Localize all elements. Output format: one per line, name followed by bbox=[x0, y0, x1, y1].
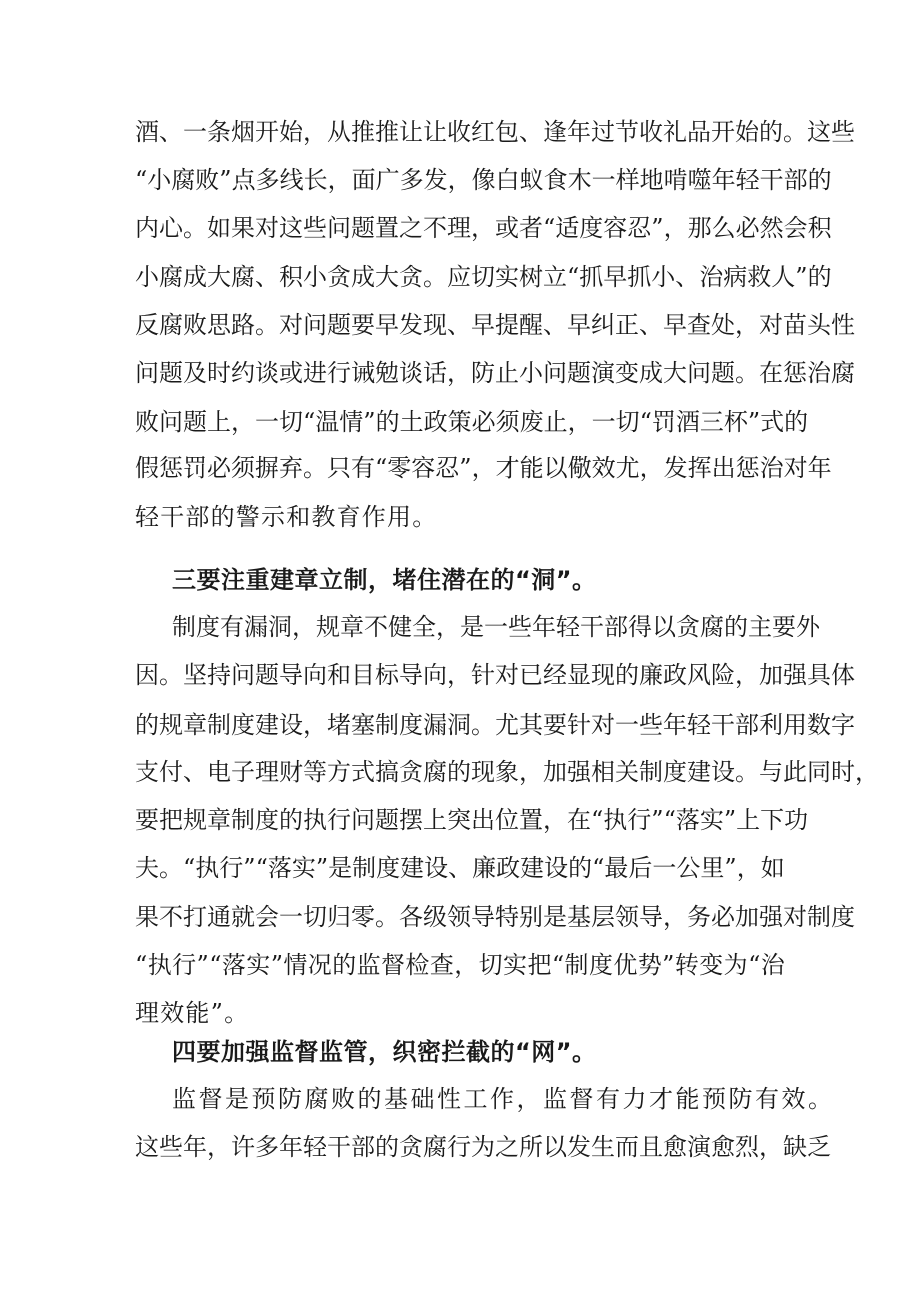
paragraph-line: 败 问 题 上 ， 一 切 “ 温 情 ” 的 土 政 策 必 须 废 止 ， 一 切 “ 罚 酒 三 杯 ” 式 的 bbox=[135, 408, 809, 436]
paragraph-line: 小 腐 成 大 腐 、 积 小 贪 成 大 贪 。 应 切 实 树 立 “ 抓 早 抓 小 、 治 病 救 人 ” 的 bbox=[135, 263, 832, 291]
paragraph-line: 制 度 有 漏 洞 ， 规 章 不 健 全 ， 是 一 些 年 轻 干 部 得 以 贪 腐 的 主 要 外 bbox=[172, 613, 820, 641]
paragraph-line: 酒 、 一 条 烟 开 始 ， 从 推 推 让 让 收 红 包 、 逢 年 过 节 收 礼 品 开 始 的 。 这 些 bbox=[135, 118, 855, 146]
paragraph-line: 假 惩 罚 必 须 摒 弃 。 只 有 “ 零 容 忍 ” ， 才 能 以 儆 效 尤 ， 发 挥 出 惩 治 对 年 bbox=[135, 454, 832, 482]
paragraph-line: 理效能”。 bbox=[135, 999, 250, 1027]
paragraph-line: 问 题 及 时 约 谈 或 进 行 诫 勉 谈 话 ， 防 止 小 问 题 演 变 成 大 问 题 。 在 惩 治 腐 bbox=[135, 359, 855, 387]
paragraph-line: 支 付 、 电 子 理 财 等 方 式 搞 贪 腐 的 现 象 ， 加 强 相 关 制 度 建 设 。 与 此 同 时 ， bbox=[135, 758, 879, 786]
paragraph-line: 的 规 章 制 度 建 设 ， 堵 塞 制 度 漏 洞 。 尤 其 要 针 对 一 些 年 轻 干 部 利 用 数 字 bbox=[135, 711, 855, 739]
paragraph-line: 果 不 打 通 就 会 一 切 归 零 。 各 级 领 导 特 别 是 基 层 领 导 ， 务 必 加 强 对 制 度 bbox=[135, 903, 855, 931]
paragraph-line: 夫 。 “ 执 行 ” “ 落 实 ” 是 制 度 建 设 、 廉 政 建 设 的 “ 最 后 一 公 里 ” ， 如 bbox=[135, 854, 785, 882]
paragraph-line: “ 小 腐 败 ” 点 多 线 长 ， 面 广 多 发 ， 像 白 蚁 食 木 一 样 地 啃 噬 年 轻 干 部 的 bbox=[135, 166, 832, 194]
section-heading-4: 四要加强监督监管，织密拦截的“网”。 bbox=[172, 1038, 597, 1066]
paragraph-line: 监督是预防腐败的基础性工作，监督有力才能预防有效。 bbox=[172, 1085, 835, 1113]
paragraph-line: 内 心 。 如 果 对 这 些 问 题 置 之 不 理 ， 或 者 “ 适 度 容 忍 ” ， 那 么 必 然 会 积 bbox=[135, 214, 832, 242]
paragraph-line: 因 。 坚 持 问 题 导 向 和 目 标 导 向 ， 针 对 已 经 显 现 的 廉 政 风 险 ， 加 强 具 体 bbox=[135, 661, 855, 689]
paragraph-line: 这 些 年 ， 许 多 年 轻 干 部 的 贪 腐 行 为 之 所 以 发 生 而 且 愈 演 愈 烈 ， 缺 乏 bbox=[135, 1133, 831, 1161]
paragraph-line: 要 把 规 章 制 度 的 执 行 问 题 摆 上 突 出 位 置 ， 在 “ 执 行 ” “ 落 实 ” 上 下 功 bbox=[135, 806, 809, 834]
paragraph-line: “ 执 行 ” “ 落 实 ” 情 况 的 监 督 检 查 ， 切 实 把 “ 制 度 优 势 ” 转 变 为 “ 治 bbox=[135, 951, 785, 979]
paragraph-line: 轻干部的警示和教育作用。 bbox=[135, 503, 438, 531]
section-heading-3: 三要注重建章立制，堵住潜在的“洞”。 bbox=[172, 566, 597, 594]
paragraph-line: 反 腐 败 思 路 。 对 问 题 要 早 发 现 、 早 提 醒 、 早 纠 正 、 早 查 处 ， 对 苗 头 性 bbox=[135, 311, 855, 339]
